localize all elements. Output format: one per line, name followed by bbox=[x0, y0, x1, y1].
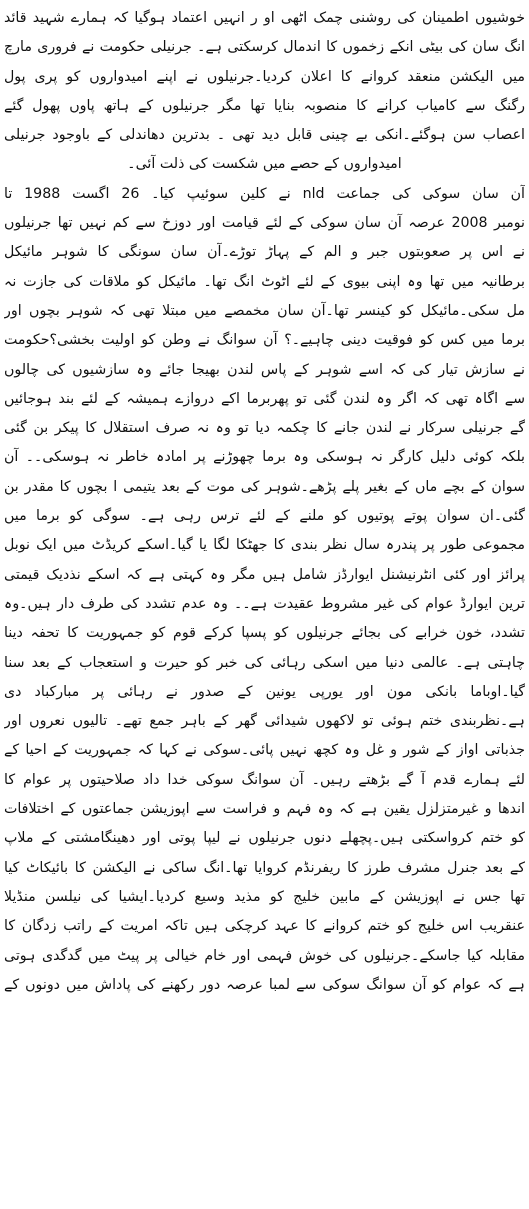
text-line: نے سازش تیار کی کہ اسے شوہر کے پاس لندن بھیجا جائے وہ سازشیوں کی چالوں bbox=[4, 361, 525, 378]
text-line: سے اگاہ تھی کہ اگر وہ لندن گئی تو پھربرما اکے دروازے ہمیشہ کے لئے بند ہوجائیں bbox=[4, 390, 525, 407]
text-line: تشدد، خون خرابے کی بجائے جرنیلوں کو پسپا کرکے قوم کو جمہوریت کا تحفہ دینا bbox=[4, 625, 525, 642]
text-line: کو ختم کرواسکتی ہیں۔پچھلے دنوں جرنیلوں نے لیپا پوتی اور دھینگامشتی کے ملاپ bbox=[4, 830, 525, 847]
text-line: اعصاب سن ہوگئے۔انکی بے چینی قابل دید تھی ۔ بدترین دھاندلی کے باوجود جرنیلی bbox=[4, 127, 525, 144]
text-line: ہے کہ عوام کو آن سوانگ سوکی سے لمبا عرصہ دور رکھنے کی پاداش میں دونوں کے bbox=[4, 976, 525, 993]
text-line: عنقریب اس خلیج کو ختم کروانے کا عہد کرچکی ہیں تاکہ امریت کے راتب زدگان کا bbox=[4, 918, 525, 935]
text-line: نے اس پر صعوبتوں جبر و الم کے پہاڑ توڑے۔آن سان سونگی کا شوہر مائیکل bbox=[4, 244, 525, 261]
text-line: گے جرنیلی سرکار نے لندن جانے کا چکمہ دیا تو وہ نہ صرف استقلال کا پیکر بن گئی bbox=[4, 420, 525, 437]
text-line: جذباتی اواز کے شور و غل وہ کچھ نہیں پائی۔سوکی نے کہا کہ جمہوریت کے احیا کے bbox=[4, 742, 525, 759]
text-line: مقابلہ کیا جاسکے۔جرنیلوں کی خوش فہمی اور خام خیالی پر پیٹ میں گدگدی ہوتی bbox=[4, 947, 525, 964]
text-line: انگ سان کی بیٹی انکے زخموں کا اندمال کرسکتی ہے۔ جرنیلی حکومت نے فروری مارچ bbox=[4, 39, 525, 56]
text-line: کے بعد جنرل مشرف طرز کا ریفرنڈم کروایا تھا۔انگ ساکی نے الیکشن کا بائیکاٹ کیا bbox=[4, 859, 525, 876]
text-line: امیدواروں کے حصے میں شکست کی ذلت آئی۔ bbox=[127, 156, 402, 173]
text-line: گئی۔ان سوان پوتے پوتیوں کو ملنے کے لئے ترس رہی ہے۔ سوگی کو برما میں bbox=[4, 508, 525, 525]
text-line: آن سان سوکی کی جماعت nld نے کلین سوئیپ کیا۔ 26 اگست 1988 تا bbox=[4, 185, 525, 202]
text-line: خوشیوں اطمینان کی روشنی چمک اٹھی او ر انہیں اعتماد ہوگیا کہ ہمارے شہید قائد bbox=[4, 10, 525, 26]
text-line: سوان کے بچے ماں کے بغیر پلے پڑھے۔شوہر کی موت کے بعد یتیمی ا بچوں کا مقدر بن bbox=[4, 478, 525, 495]
text-line: چاہتی ہے۔ عالمی دنیا میں اسکی رہائی کی خبر کو حیرت و استعجاب کے بعد سنا bbox=[4, 654, 525, 671]
text-line: بلکہ کوئی دلیل کارگر نہ ہوسکی وہ برما چھوڑنے پر امادہ خاطر نہ ہوسکی۔۔ آن bbox=[4, 449, 525, 466]
text-line: مل سکی۔مائیکل کو کینسر تھا۔آن سان مخمصے میں مبتلا تھی کہ شوہر بچوں اور bbox=[4, 302, 525, 319]
text-line: برطانیہ میں تھا وہ اپنی بیوی کے لئے اٹوٹ انگ تھا۔ مائیکل کو ملاقات کی جازت نہ bbox=[4, 273, 525, 290]
urdu-article-page bbox=[4, 0, 525, 1209]
text-line: ترین ایوارڈ عوام کی غیر مشروط عقیدت ہے۔۔ وہ عدم تشدد کی طرف دار ہیں۔وہ bbox=[4, 595, 525, 612]
text-line: رگنگ سے کامیاب کرانے کا منصوبہ بنایا تھا مگر جرنیلوں کے ہاتھ پاوں پھول گئے bbox=[4, 97, 525, 114]
text-line: پرائز اور کئی انٹرنیشنل ایوارڈز شامل ہیں مگر وہ کہتی ہے کہ اسکے نذدیک قیمتی bbox=[4, 566, 525, 583]
text-line: ہے۔نظربندی ختم ہوئی تو لاکھوں شیدائی گھر کے باہر جمع تھے۔ تالیوں نعروں اور bbox=[4, 713, 525, 730]
text-line: گیا۔اوباما بانکی مون اور یورپی یونین کے صدور نے رہائی پر مبارکباد دی bbox=[4, 683, 525, 700]
text-line: لئے ہمارے قدم آ گے بڑھتے رہیں۔ آن سوانگ سوکی خدا داد صلاحیتوں پر عوام کا bbox=[4, 771, 525, 788]
text-line: مجموعی طور پر پندرہ سال نظر بندی کا جھٹکا لگا یا گیا۔اسکے کریڈٹ میں ایک نوبل bbox=[4, 537, 525, 554]
text-line: تھا جس نے اپوزیشن کے مابین خلیج کو مذید وسیع کردیا۔ایشیا کی نیلسن منڈیلا bbox=[4, 888, 525, 905]
text-line: اندھا و غیرمتزلزل یقین ہے کہ وہ فہم و فراست سے اپوزیشن جماعتوں کے اختلافات bbox=[4, 801, 525, 818]
text-line: میں الیکشن منعقد کروانے کا اعلان کردیا۔جرنیلوں نے اپنے امیدواروں کو پری پول bbox=[4, 68, 525, 85]
text-line: برما میں کس کو فوقیت دینی چاہیے۔؟ آن سوانگ نے وطن کو اولیت بخشی؟حکومت bbox=[4, 332, 525, 349]
text-line: نومبر 2008 عرصہ آن سان سوکی کے لئے قیامت اور دوزخ سے کم نہیں تھا جرنیلوں bbox=[4, 215, 525, 232]
